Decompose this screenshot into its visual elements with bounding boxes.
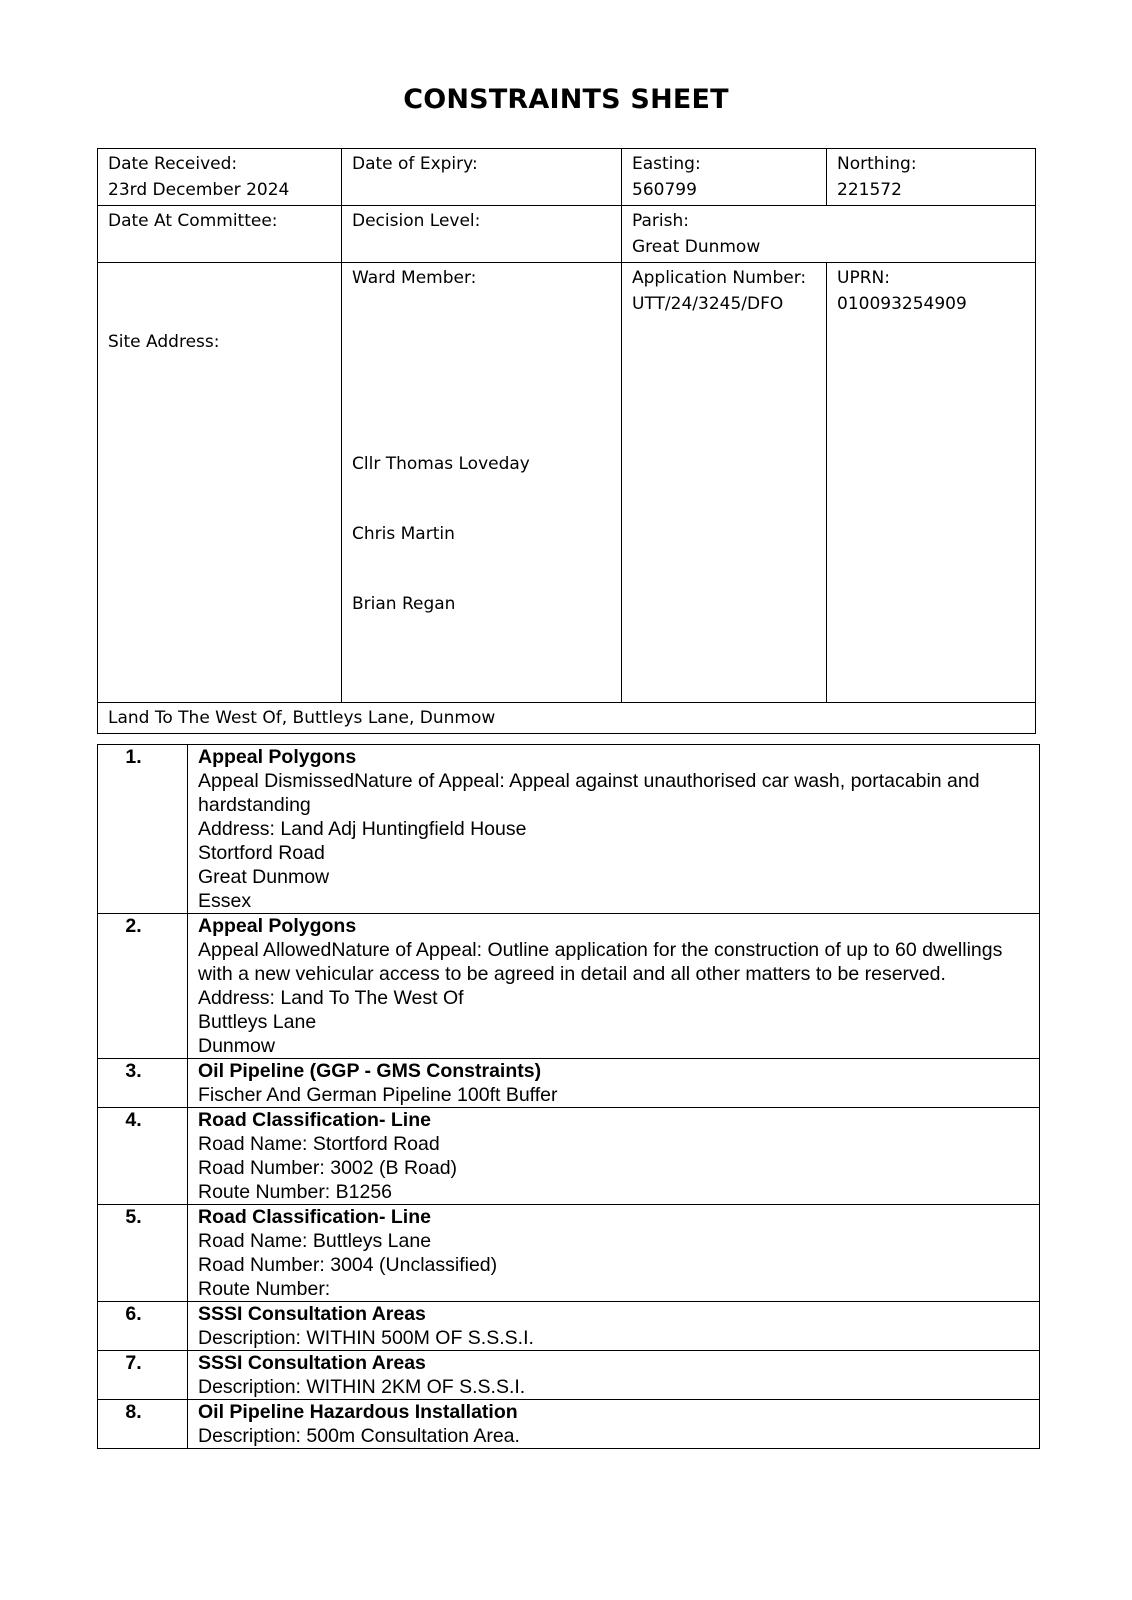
constraint-details xyxy=(188,1351,1040,1400)
date-received-value: 23rd December 2024 xyxy=(108,180,290,200)
site-address-label: Site Address: xyxy=(108,332,220,352)
constraint-row xyxy=(98,1302,1040,1351)
uprn-cell xyxy=(827,263,1036,703)
date-of-expiry-label: Date of Expiry: xyxy=(352,154,478,174)
constraint-heading: Road Classification- Line xyxy=(198,1206,431,1228)
constraint-details xyxy=(188,1302,1040,1351)
site-address-value: Land To The West Of, Buttleys Lane, Dunmow xyxy=(108,708,496,728)
constraint-detail-line: Route Number: B1256 xyxy=(198,1181,393,1203)
ward-member-list xyxy=(352,451,611,661)
constraint-number: 2. xyxy=(98,914,188,1059)
constraint-row xyxy=(98,745,1040,914)
constraint-row xyxy=(98,1351,1040,1400)
constraint-detail-line: Road Number: 3002 (B Road) xyxy=(198,1157,458,1179)
constraint-detail-line: Stortford Road xyxy=(198,842,325,864)
ward-member-name: Brian Regan xyxy=(352,594,456,614)
constraint-details xyxy=(188,1108,1040,1205)
date-at-committee-label: Date At Committee: xyxy=(108,211,278,231)
constraint-detail-line: Description: WITHIN 2KM OF S.S.S.I. xyxy=(198,1376,526,1398)
decision-level-label: Decision Level: xyxy=(352,211,481,231)
constraint-heading: Oil Pipeline (GGP - GMS Constraints) xyxy=(198,1060,542,1082)
application-number-label: Application Number: xyxy=(632,268,807,288)
constraint-detail-line: Route Number: xyxy=(198,1278,331,1300)
constraint-detail-line: Fischer And German Pipeline 100ft Buffer xyxy=(198,1084,558,1106)
constraint-heading: Appeal Polygons xyxy=(198,915,357,937)
date-of-expiry-cell xyxy=(342,149,622,206)
constraint-number: 5. xyxy=(98,1205,188,1302)
uprn-value: 010093254909 xyxy=(837,294,967,314)
date-at-committee-cell xyxy=(98,206,342,263)
constraint-details xyxy=(188,1400,1040,1449)
constraint-number: 1. xyxy=(98,745,188,914)
constraint-number: 8. xyxy=(98,1400,188,1449)
uprn-label: UPRN: xyxy=(837,268,890,288)
constraint-detail-line: Road Name: Stortford Road xyxy=(198,1133,440,1155)
constraint-heading: Appeal Polygons xyxy=(198,746,357,768)
site-address-label-cell xyxy=(98,263,342,703)
parish-value: Great Dunmow xyxy=(632,237,761,257)
constraint-detail-line: Appeal DismissedNature of Appeal: Appeal against unauthorised car wash, portacabin and hardstanding xyxy=(198,770,980,816)
constraint-heading: Oil Pipeline Hazardous Installation xyxy=(198,1401,518,1423)
northing-label: Northing: xyxy=(837,154,917,174)
northing-value: 221572 xyxy=(837,180,902,200)
constraint-number: 4. xyxy=(98,1108,188,1205)
constraint-detail-line: Buttleys Lane xyxy=(198,1011,317,1033)
constraint-detail-line: Great Dunmow xyxy=(198,866,330,888)
ward-member-name: Cllr Thomas Loveday xyxy=(352,454,530,474)
parish-label: Parish: xyxy=(632,211,689,231)
constraint-detail-line: Dunmow xyxy=(198,1035,275,1057)
constraint-number: 6. xyxy=(98,1302,188,1351)
parish-cell xyxy=(622,206,1036,263)
decision-level-cell xyxy=(342,206,622,263)
constraint-heading: SSSI Consultation Areas xyxy=(198,1352,426,1374)
easting-value: 560799 xyxy=(632,180,697,200)
easting-cell xyxy=(622,149,827,206)
constraint-details xyxy=(188,1059,1040,1108)
constraint-row xyxy=(98,1205,1040,1302)
page-title: CONSTRAINTS SHEET xyxy=(403,84,729,115)
ward-member-name: Chris Martin xyxy=(352,524,455,544)
constraints-table xyxy=(97,744,1040,1449)
constraint-details xyxy=(188,745,1040,914)
constraint-detail-line: Address: Land To The West Of xyxy=(198,987,464,1009)
ward-member-cell xyxy=(342,263,622,703)
constraint-heading: Road Classification- Line xyxy=(198,1109,431,1131)
constraint-detail-line: Essex xyxy=(198,890,252,912)
application-number-cell xyxy=(622,263,827,703)
constraint-row xyxy=(98,1400,1040,1449)
constraint-row xyxy=(98,1108,1040,1205)
constraint-detail-line: Road Number: 3004 (Unclassified) xyxy=(198,1254,498,1276)
constraint-detail-line: Appeal AllowedNature of Appeal: Outline application for the construction of up to 60 dwellings with a new vehicular access to be agreed in detail and all other matters to be reserved. xyxy=(198,939,1003,985)
constraint-heading: SSSI Consultation Areas xyxy=(198,1303,426,1325)
info-table xyxy=(97,148,1036,734)
constraint-detail-line: Description: WITHIN 500M OF S.S.S.I. xyxy=(198,1327,534,1349)
easting-label: Easting: xyxy=(632,154,701,174)
constraint-number: 3. xyxy=(98,1059,188,1108)
northing-cell xyxy=(827,149,1036,206)
constraint-row xyxy=(98,914,1040,1059)
ward-member-label: Ward Member: xyxy=(352,268,477,288)
date-received-cell xyxy=(98,149,342,206)
constraint-number: 7. xyxy=(98,1351,188,1400)
constraint-detail-line: Description: 500m Consultation Area. xyxy=(198,1425,520,1447)
constraint-details xyxy=(188,914,1040,1059)
constraint-details xyxy=(188,1205,1040,1302)
date-received-label: Date Received: xyxy=(108,154,238,174)
constraint-detail-line: Address: Land Adj Huntingfield House xyxy=(198,818,527,840)
constraint-detail-line: Road Name: Buttleys Lane xyxy=(198,1230,432,1252)
constraint-row xyxy=(98,1059,1040,1108)
site-address-value-cell xyxy=(98,703,1036,734)
application-number-value: UTT/24/3245/DFO xyxy=(632,294,784,314)
